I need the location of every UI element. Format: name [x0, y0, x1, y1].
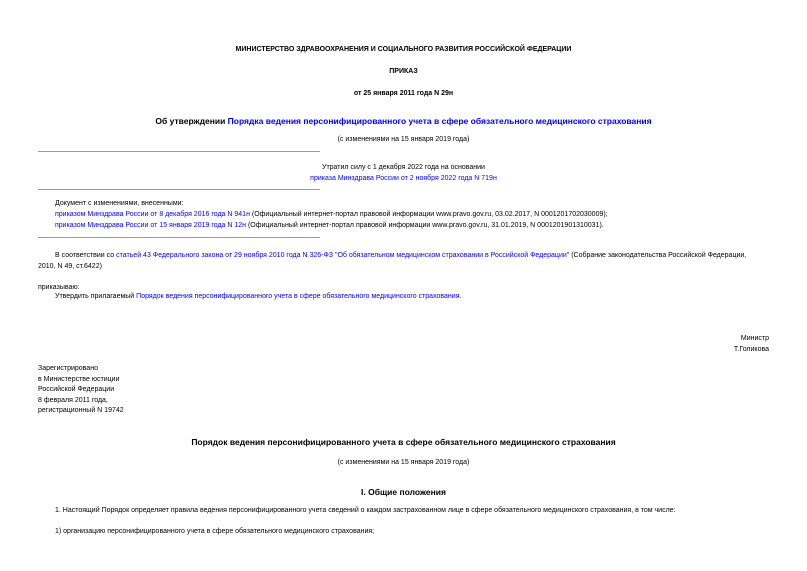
ministry-name: МИНИСТЕРСТВО ЗДРАВООХРАНЕНИЯ И СОЦИАЛЬНОГО РАЗВИТИЯ РОССИЙСКОЙ ФЕДЕРАЦИИ [235, 46, 572, 53]
doc-type: ПРИКАЗ [389, 68, 418, 75]
expired-notice: Утратил силу с 1 декабря 2022 года на основании [322, 164, 485, 171]
changes-item [55, 211, 608, 218]
order-procedure-link[interactable]: Порядок ведения персонифицированного учета в сфере обязательного медицинского страхования [136, 293, 460, 300]
signature-position: Министр [740, 335, 769, 342]
changes-item [55, 222, 604, 229]
paragraph-2: 1) организацию персонифицированного учета в сфере обязательного медицинского страхования; [55, 528, 375, 535]
order-title-prefix: Об утверждении [155, 116, 228, 126]
changes-item-text: (Официальный интернет-портал правовой информации www.pravo.gov.ru, 03.02.2017, N 0001201702030009); [249, 211, 608, 218]
changes-heading: Документ с изменениями, внесенными: [55, 200, 184, 207]
divider [38, 189, 320, 190]
preamble-text [55, 252, 746, 259]
registration-line: Зарегистрировано [38, 365, 98, 372]
order-title-link[interactable]: Порядка ведения персонифицированного учета в сфере обязательного медицинского страхования [227, 116, 652, 126]
changes-item-text: (Официальный интернет-портал правовой информации www.pravo.gov.ru, 31.01.2019, N 0001201901310031). [246, 222, 604, 229]
order-word: приказываю: [38, 284, 80, 291]
changes-item-link[interactable]: приказом Минздрава России от 15 января 2019 года N 12н [55, 222, 247, 229]
divider [38, 237, 320, 238]
order-date-number: от 25 января 2011 года N 29н [353, 90, 454, 97]
registration-line: регистрационный N 19742 [38, 407, 124, 414]
order-text [55, 293, 461, 300]
order-title [0, 116, 807, 126]
preamble-law-link[interactable]: статьей 43 Федерального закона от 29 ноября 2010 года N 326-ФЗ "Об обязательном медицинском страховании в Российской Федерации" [116, 252, 570, 259]
registration-line: 8 февраля 2011 года, [38, 397, 108, 404]
section-heading: I. Общие положения [361, 487, 446, 497]
order-suffix: . [459, 293, 462, 300]
signature-name: Т.Голикова [733, 346, 769, 353]
preamble-line2: 2010, N 49, ст.6422) [38, 263, 102, 270]
registration-line: в Министерстве юстиции [38, 376, 120, 383]
preamble-suffix: (Собрание законодательства Российской Федерации, [569, 252, 747, 259]
appendix-amendments-note: (с изменениями на 15 января 2019 года) [337, 459, 470, 466]
changes-item-link[interactable]: приказом Минздрава России от 8 декабря 2016 года N 941н [55, 211, 250, 218]
paragraph-1: 1. Настоящий Порядок определяет правила ведения персонифицированного учета сведений о каждом застрахованном лице в сфере обязательного медицинского страхования, в том числе: [55, 507, 676, 514]
registration-line: Российской Федерации [38, 386, 115, 393]
order-prefix: Утвердить прилагаемый [55, 293, 137, 300]
amendments-note: (с изменениями на 15 января 2019 года) [337, 136, 470, 143]
divider [38, 151, 320, 152]
appendix-title: Порядок ведения персонифицированного учета в сфере обязательного медицинского страхования [191, 437, 616, 447]
expired-notice-link[interactable]: приказа Минздрава России от 2 ноября 2022 года N 719н [310, 175, 497, 182]
preamble-prefix: В соответствии со [55, 252, 117, 259]
